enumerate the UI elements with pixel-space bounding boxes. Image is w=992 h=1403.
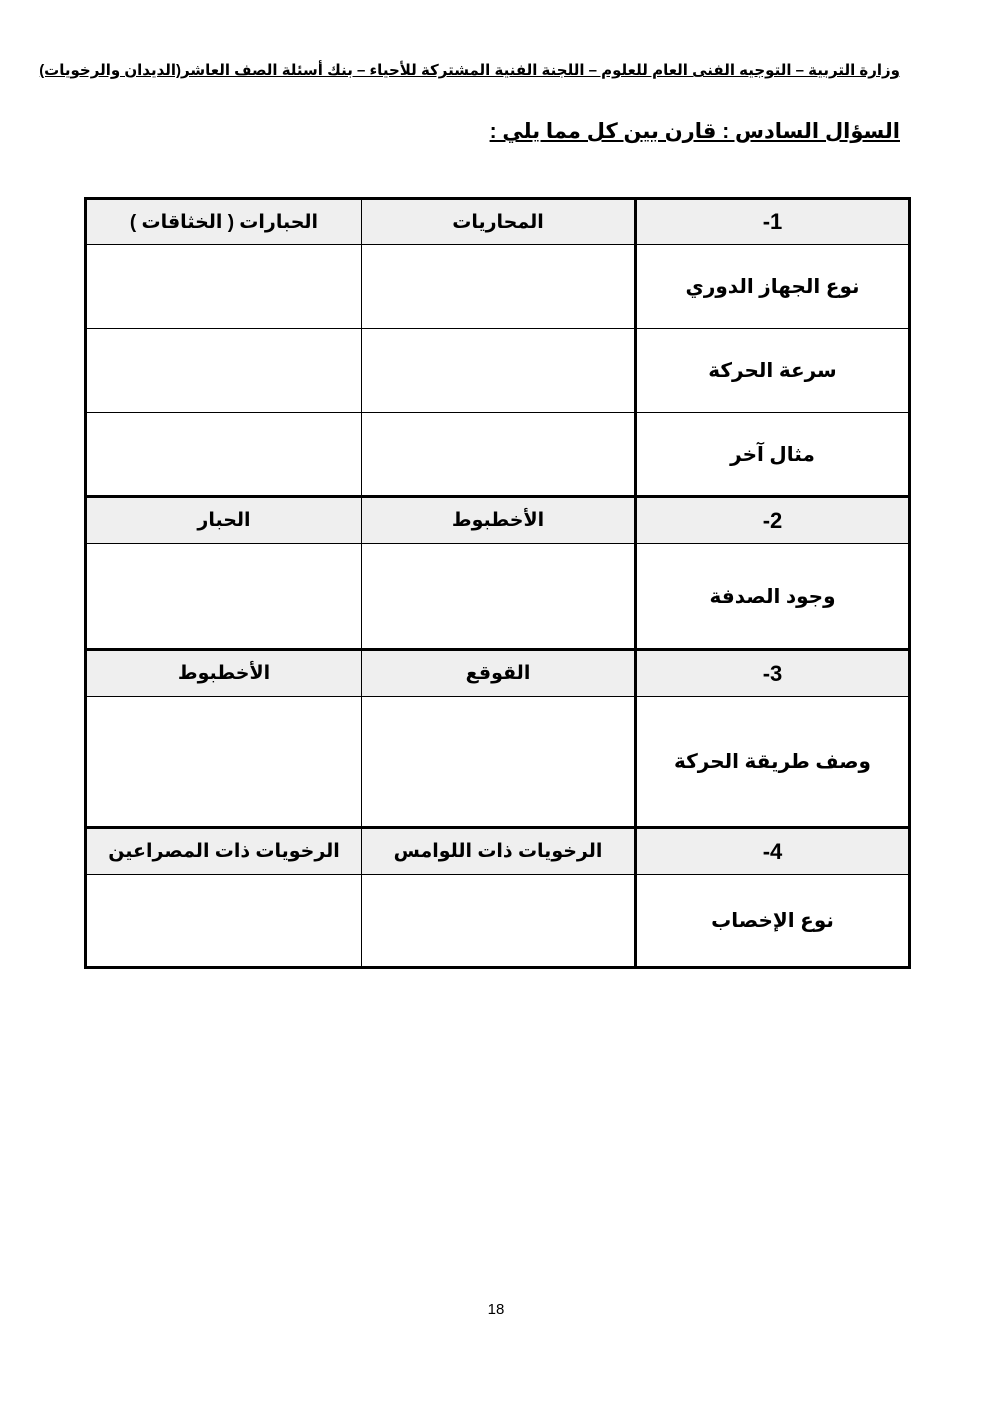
table-group-header (86, 497, 910, 544)
answer-cell[interactable] (86, 875, 362, 968)
answer-cell[interactable] (86, 245, 362, 329)
answer-cell[interactable] (86, 697, 362, 828)
answer-cell[interactable] (86, 329, 362, 413)
row-label: وصف طريقة الحركة (636, 697, 910, 828)
column-header: المحاريات (362, 199, 636, 245)
table-row (86, 697, 910, 828)
column-header: الأخطبوط (362, 497, 636, 544)
table-group-header (86, 650, 910, 697)
answer-cell[interactable] (362, 544, 636, 650)
table-group-header (86, 828, 910, 875)
row-label: سرعة الحركة (636, 329, 910, 413)
column-header: الحبارات ( الخثاقات ) (86, 199, 362, 245)
column-header: الرخويات ذات المصراعين (86, 828, 362, 875)
group-number: 4- (636, 828, 910, 875)
answer-cell[interactable] (362, 875, 636, 968)
table-row (86, 544, 910, 650)
answer-cell[interactable] (362, 413, 636, 497)
page-header: وزارة التربية – التوجيه الفنى العام للعلوم – اللجنة الفنية المشتركة للأحياء – بنك أسئلة الصف العاشر(الديدان والرخويات) (39, 62, 900, 79)
column-header: الرخويات ذات اللوامس (362, 828, 636, 875)
column-header: الأخطبوط (86, 650, 362, 697)
answer-cell[interactable] (362, 245, 636, 329)
column-header: القوقع (362, 650, 636, 697)
page-number: 18 (487, 1301, 505, 1318)
column-header: الحبار (86, 497, 362, 544)
row-label: مثال آخر (636, 413, 910, 497)
table-row (86, 329, 910, 413)
comparison-table (84, 197, 911, 969)
answer-cell[interactable] (362, 329, 636, 413)
table-row (86, 875, 910, 968)
group-number: 2- (636, 497, 910, 544)
table-group-header (86, 199, 910, 245)
answer-cell[interactable] (86, 413, 362, 497)
question-title: السؤال السادس : قارن بين كل مما يلي : (489, 120, 900, 143)
table-row (86, 413, 910, 497)
answer-cell[interactable] (86, 544, 362, 650)
row-label: نوع الجهاز الدوري (636, 245, 910, 329)
row-label: نوع الإخصاب (636, 875, 910, 968)
table-row (86, 245, 910, 329)
group-number: 3- (636, 650, 910, 697)
row-label: وجود الصدفة (636, 544, 910, 650)
answer-cell[interactable] (362, 697, 636, 828)
group-number: 1- (636, 199, 910, 245)
